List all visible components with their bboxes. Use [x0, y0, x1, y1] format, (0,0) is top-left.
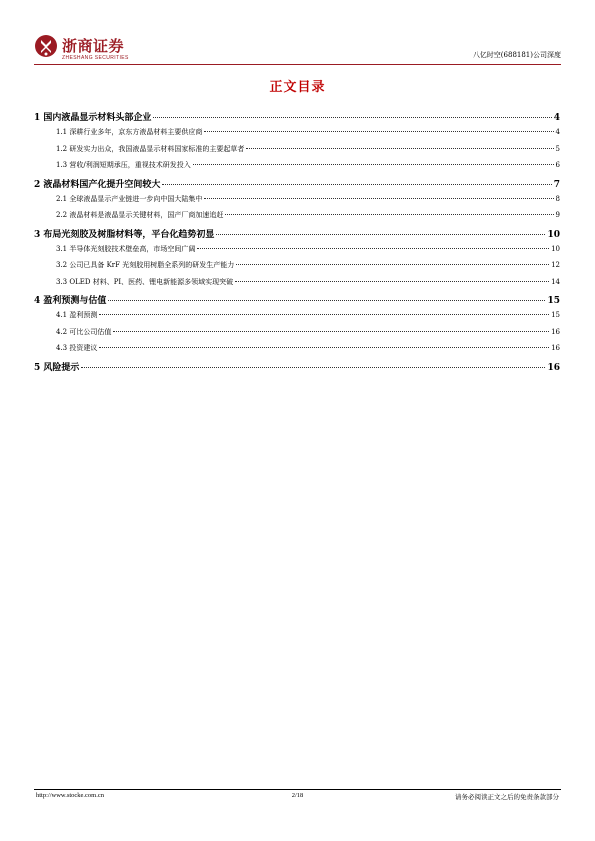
toc-entry-page: 15: [547, 296, 560, 306]
toc-leader-dots: [99, 314, 549, 315]
toc-subsection-entry[interactable]: [34, 210, 560, 227]
toc-leader-dots: [162, 184, 551, 185]
company-logo: [34, 30, 164, 64]
table-of-contents: [34, 110, 560, 377]
toc-entry-page: 5: [555, 144, 560, 153]
toc-entry-page: 14: [551, 277, 560, 286]
toc-entry-label: 3.1 半导体光刻胶技术壁垒高，市场空间广阔: [56, 244, 196, 253]
toc-entry-label: 4.3 投资建议: [56, 344, 98, 352]
page-header: [34, 30, 561, 66]
logo-text-cn: 浙商证券: [62, 37, 125, 55]
toc-section-entry[interactable]: [34, 110, 560, 127]
footer-disclaimer: 请务必阅读正文之后的免责条款部分: [455, 793, 559, 801]
toc-entry-label: 1.3 营收/利润短期承压，重视技术研发投入: [56, 161, 191, 169]
report-tag: 八亿时空(688181)公司深度: [472, 51, 561, 59]
toc-subsection-entry[interactable]: [34, 327, 560, 344]
toc-entry-page: 16: [551, 327, 560, 336]
header-divider: [34, 64, 561, 65]
toc-entry-label: 2.1 全球液晶显示产业链进一步向中国大陆集中: [56, 194, 203, 203]
toc-entry-page: 12: [551, 261, 560, 269]
zheshang-logo-icon: [34, 34, 58, 58]
toc-entry-page: 15: [551, 311, 560, 319]
logo-text-en: ZHESHANG SECURITIES: [62, 55, 129, 61]
toc-entry-page: 10: [547, 229, 560, 240]
toc-leader-dots: [197, 248, 549, 249]
toc-subsection-entry[interactable]: [34, 260, 560, 277]
toc-leader-dots: [204, 131, 553, 132]
toc-entry-page: 8: [555, 194, 560, 203]
toc-entry-label: 2 液晶材料国产化提升空间较大: [34, 179, 161, 190]
page-title: 正文目录: [269, 80, 326, 95]
toc-leader-dots: [193, 164, 554, 165]
toc-leader-dots: [108, 300, 545, 301]
toc-entry-label: 2.2 液晶材料是液晶显示关键材料，国产厂商加速追赶: [56, 211, 224, 219]
toc-section-entry[interactable]: [34, 177, 560, 194]
toc-leader-dots: [236, 264, 549, 265]
toc-entry-label: 4 盈利预测与估值: [34, 296, 107, 306]
toc-leader-dots: [235, 281, 549, 282]
toc-leader-dots: [246, 148, 553, 149]
toc-subsection-entry[interactable]: [34, 310, 560, 327]
toc-leader-dots: [113, 331, 549, 332]
toc-leader-dots: [99, 347, 549, 348]
toc-entry-label: 3.3 OLED 材料、PI、医药、锂电新能源多领域实现突破: [56, 277, 234, 286]
toc-entry-label: 3 布局光刻胶及树脂材料等，平台化趋势初显: [34, 229, 215, 240]
toc-subsection-entry[interactable]: [34, 127, 560, 144]
toc-entry-label: 1.2 研发实力出众，我国液晶显示材料国家标准的主要起草者: [56, 144, 245, 153]
toc-leader-dots: [216, 234, 545, 235]
toc-entry-page: 16: [547, 362, 560, 373]
toc-entry-label: 3.2 公司已具备 KrF 光刻胶用树脂全系列的研发生产能力: [56, 261, 235, 269]
toc-entry-page: 16: [551, 344, 560, 352]
footer-divider: [34, 789, 561, 790]
toc-leader-dots: [153, 117, 551, 118]
toc-subsection-entry[interactable]: [34, 244, 560, 261]
toc-entry-page: 7: [553, 179, 560, 190]
toc-leader-dots: [225, 214, 553, 215]
toc-subsection-entry[interactable]: [34, 277, 560, 294]
toc-leader-dots: [81, 367, 545, 368]
toc-section-entry[interactable]: [34, 293, 560, 310]
toc-subsection-entry[interactable]: [34, 160, 560, 177]
toc-entry-page: 4: [555, 128, 560, 136]
toc-entry-page: 6: [555, 161, 560, 169]
toc-entry-label: 1.1 深耕行业多年，京东方液晶材料主要供应商: [56, 128, 203, 136]
toc-entry-page: 10: [551, 244, 560, 253]
toc-entry-label: 4.2 可比公司估值: [56, 327, 112, 336]
toc-section-entry[interactable]: [34, 227, 560, 244]
footer-url[interactable]: http://www.stocke.com.cn: [36, 792, 104, 799]
toc-section-entry[interactable]: [34, 360, 560, 377]
toc-entry-label: 1 国内液晶显示材料头部企业: [34, 113, 152, 123]
toc-subsection-entry[interactable]: [34, 194, 560, 211]
toc-entry-label: 5 风险提示: [34, 362, 80, 373]
toc-entry-label: 4.1 盈利预测: [56, 311, 98, 319]
toc-leader-dots: [204, 198, 553, 199]
footer-page-number: 2/18: [291, 792, 304, 799]
toc-entry-page: 9: [555, 211, 560, 219]
toc-subsection-entry[interactable]: [34, 343, 560, 360]
toc-subsection-entry[interactable]: [34, 144, 560, 161]
toc-entry-page: 4: [553, 113, 560, 123]
